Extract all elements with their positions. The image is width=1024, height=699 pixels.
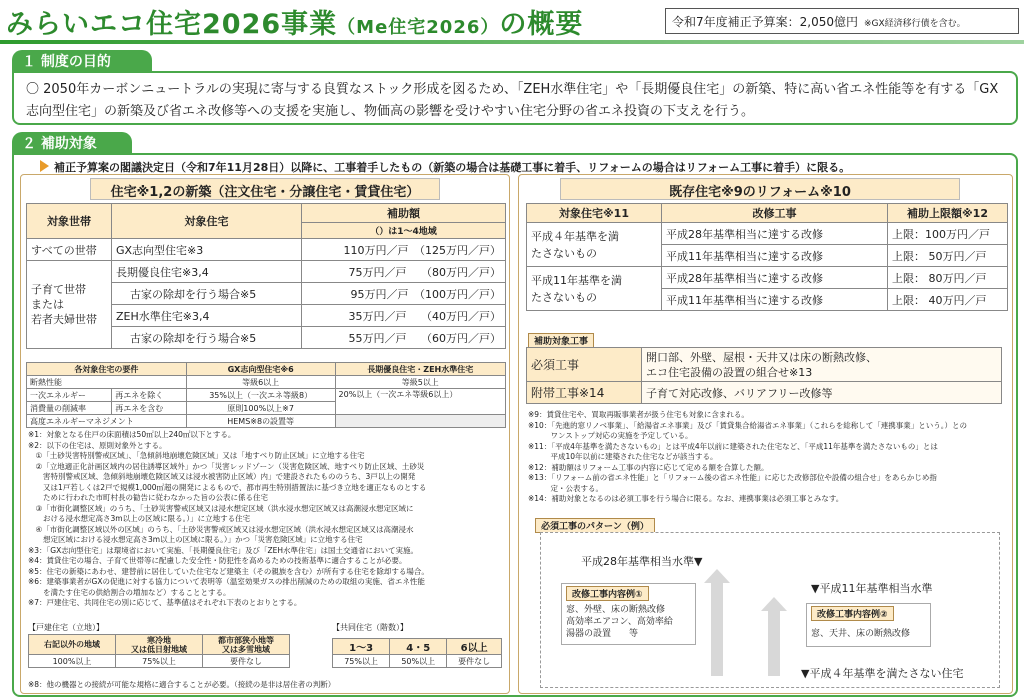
arrow-up-icon xyxy=(711,581,723,676)
reform-work: 平成28年基準相当に達する改修 xyxy=(662,223,888,245)
reform-amount: 上限： 40万円／戸 xyxy=(888,289,1008,311)
h28-label: 平成28年基準相当水準▼ xyxy=(581,555,703,568)
reform-col: 対象住宅※11 xyxy=(527,204,662,223)
amount-zeh-demolish: 55万円／戸 （60万円／戸） xyxy=(302,327,506,349)
col-house: 対象住宅 xyxy=(112,204,302,239)
house-long-demolish: 古家の除却を行う場合※5 xyxy=(112,283,302,305)
new-build-table xyxy=(26,203,506,349)
apt-head: 1～3 xyxy=(333,639,390,655)
pattern-box xyxy=(540,532,1000,688)
work-tag: 補助対象工事 xyxy=(528,333,594,348)
reform-table xyxy=(526,203,1008,311)
page-title: みらいエコ住宅2026事業（Me住宅2026）の概要 xyxy=(6,9,584,40)
pattern-tag: 必須工事のパターン（例） xyxy=(535,518,655,533)
section2-heading: ２ 補助対象 xyxy=(12,132,132,153)
req-sub: 再エネを含む xyxy=(112,402,186,415)
req-cell: HEMS※8の設置等 xyxy=(186,415,335,428)
section1-heading: １ 制度の目的 xyxy=(12,50,152,71)
req-head-1: GX志向型住宅※6 xyxy=(186,363,335,376)
apt-label: 【共同住宅（階数）】 xyxy=(332,623,408,632)
req-sub: 再エネを除く xyxy=(112,389,186,402)
house-gx: GX志向型住宅※3 xyxy=(112,239,302,261)
household-child: 子育て世帯 または 若者夫婦世帯 xyxy=(27,261,112,349)
budget-box: 令和7年度補正予算案：2,050億円 ※GX経済移行債を含む。 xyxy=(665,8,1019,34)
house-head: 右記以外の地域 xyxy=(29,635,116,655)
works-table xyxy=(526,347,1002,404)
req-row: 高度エネルギーマネジメント xyxy=(27,415,187,428)
house-table xyxy=(28,634,290,668)
title-underline xyxy=(0,40,1024,44)
h11-label: ▼平成11年基準相当水準 xyxy=(811,582,933,595)
req-head-2: 長期優良住宅・ZEH水準住宅 xyxy=(335,363,505,376)
house-zeh: ZEH水準住宅※3,4 xyxy=(112,305,302,327)
house-head: 都市部狭小地等 又は多雪地域 xyxy=(203,635,290,655)
reform-amount: 上限： 80万円／戸 xyxy=(888,267,1008,289)
triangle-icon xyxy=(40,160,49,172)
house-zeh-demolish: 古家の除却を行う場合※5 xyxy=(112,327,302,349)
req-row: 消費量の削減率 xyxy=(27,402,112,415)
reform-work: 平成28年基準相当に達する改修 xyxy=(662,267,888,289)
arrow-up-icon xyxy=(768,609,780,676)
reform-work: 平成11年基準相当に達する改修 xyxy=(662,289,888,311)
reform-amount: 上限： 50万円／戸 xyxy=(888,245,1008,267)
apt-cell: 要件なし xyxy=(447,655,502,668)
reform-work: 平成11年基準相当に達する改修 xyxy=(662,245,888,267)
work-key: 附帯工事※14 xyxy=(527,382,642,404)
req-cell: 20%以上（一次エネ等級6以上） xyxy=(335,389,505,415)
house-cell: 要件なし xyxy=(203,655,290,668)
req-cell: 原則100%以上※7 xyxy=(186,402,335,415)
work-value: 子育て対応改修、バリアフリー改修等 xyxy=(642,382,1002,404)
reform-notes: ※9：賃貸住宅や、買取再販事業者が扱う住宅も対象に含まれる。 ※10：「先進的窓リノベ事業」、「給湯省エネ事業」及び「賃貸集合給湯省エネ事業」（これらを総称して「連携事業」という。）との ワンストップ対応の実施を予定している。 ※11：「平成4年基準を満たさないもの」とは平成4年以前に建築された住宅など、「平成11年基準を満たさないもの」とは 平成10年以前に建築された住宅などが該当する。 ※12：補助額はリフォーム工事の内容に応じて定める額を合算した額。 ※13：「リフォーム前の省エネ性能」と「リフォーム後の省エネ性能」に応じた改修部位や設備の組合せ」をあらかじめ指 定・公表する。 ※14：補助対象となるのは必須工事を行う場合に限る。なお、連携事業は必須工事とみなす。 xyxy=(528,410,967,503)
reform-amount: 上限：100万円／戸 xyxy=(888,223,1008,245)
house-label: 【戸建住宅（立地）】 xyxy=(28,623,104,632)
house-head: 寒冷地 又は低日射地域 xyxy=(116,635,203,655)
work-value: 開口部、外壁、屋根・天井又は床の断熱改修、 エコ住宅設備の設置の組合せ※13 xyxy=(642,348,1002,382)
note8: ※8：他の機器との接続が可能な規格に適合することが必要。（接続の是非は居住者の判断） xyxy=(28,680,336,689)
req-row: 一次エネルギー xyxy=(27,389,112,402)
req-row: 断熱性能 xyxy=(27,376,187,389)
h4-label: ▼平成４年基準を満たさない住宅 xyxy=(801,667,964,680)
requirements-table xyxy=(26,362,506,428)
reform-target: 平成11年基準を満 たさないもの xyxy=(527,267,662,311)
amount-long: 75万円／戸 （80万円／戸） xyxy=(302,261,506,283)
amount-gx: 110万円／戸 （125万円／戸） xyxy=(302,239,506,261)
apt-cell: 50%以上 xyxy=(390,655,447,668)
new-build-notes: ※1：対象となる住戸の床面積は50㎡以上240㎡以下とする。 ※2：以下の住宅は、原則対象外とする。 ①「土砂災害特別警戒区域」、「急傾斜地崩壊危険区域」又は「地すべり防止区域」に立地する住宅 ②「立地適正化計画区域内の居住誘導区域外」かつ「災害レッドゾーン（災害危険区域、地すべり防止区域、土砂災 害特別警戒区域、急傾斜地崩壊危険区域又は浸水被害防止区域）内」で建設されたもののうち、3戸以上の開発 又は1戸若しくは2戸で規模1,000㎡超の開発によるもので、都市再生特別措置法に基づき立地を適正なものとする ために行われた市町村長の勧告に従わなかった旨の公表に係る住宅 ③「市街化調整区域」のうち、「土砂災害警戒区域又は浸水想定区域（洪水浸水想定区域又は高潮浸水想定区域に おける浸水想定高さ3m以上の区域に限る。）」に立地する住宅 ④「市街化調整区域以外の区域」のうち、「土砂災害警戒区域又は浸水想定区域（洪水浸水想定区域又は高潮浸水 想定区域における浸水想定高さ3m以上の区域に限る。）」かつ「災害危険区域」に立地する住宅 ※3：「GX志向型住宅」は環境省において実施、「長期優良住宅」及び「ZEH水準住宅」は国土交通省において実施。 ※4：賃貸住宅の場合、子育て世帯等に配慮した安全性・防犯性を高めるための技術基準に適合することが必要。 ※5：住宅の新築にあわせ、建替前に居住していた住宅など建築主（その親族を含む）が所有する住宅を除却する場合。 ※6：建築事業者がGXの促進に対する協力について表明等（温室効果ガスの排出削減のための取組の実施、省エネ性能 を満たす住宅の供給割合の増加など）することとする。 ※7：戸建住宅、共同住宅の別に応じて、基準値はそれぞれ下表のとおりとする。 xyxy=(28,430,429,607)
household-all: すべての世帯 xyxy=(27,239,112,261)
example1: 改修工事内容例① 窓、外壁、床の断熱改修 高効率エアコン、高効率給 湯器の設置 等 xyxy=(561,583,696,645)
req-head-0: 各対象住宅の要件 xyxy=(27,363,187,376)
apt-cell: 75%以上 xyxy=(333,655,390,668)
reform-title: 既存住宅※9のリフォーム※10 xyxy=(560,178,960,200)
section1-body: 〇 2050年カーボンニュートラルの実現に寄与する良質なストック形成を図るため、「ZEH水準住宅」や「長期優良住宅」の新築、特に高い省エネ性能等を有する「GX志向型住宅」の新築及び省エネ改修等への支援を実施し、物価高の影響を受けやすい住宅分野の省エネ投資の下支えを行う。 xyxy=(12,71,1018,125)
amount-long-demolish: 95万円／戸 （100万円／戸） xyxy=(302,283,506,305)
apt-head: 4・5 xyxy=(390,639,447,655)
col-amount-note: （）は1～4地域 xyxy=(302,223,506,239)
work-key: 必須工事 xyxy=(527,348,642,382)
new-build-title: 住宅※1,2の新築（注文住宅・分譲住宅・賃貸住宅） xyxy=(90,178,440,200)
apt-head: 6以上 xyxy=(447,639,502,655)
req-cell: 等級5以上 xyxy=(335,376,505,389)
amount-zeh: 35万円／戸 （40万円／戸） xyxy=(302,305,506,327)
house-cell: 100%以上 xyxy=(29,655,116,668)
col-amount: 補助額 xyxy=(302,204,506,223)
house-long: 長期優良住宅※3,4 xyxy=(112,261,302,283)
col-household: 対象世帯 xyxy=(27,204,112,239)
apt-table xyxy=(332,638,502,668)
reform-col: 改修工事 xyxy=(662,204,888,223)
reform-target: 平成４年基準を満 たさないもの xyxy=(527,223,662,267)
reform-col: 補助上限額※12 xyxy=(888,204,1008,223)
eligibility-notice: 補正予算案の閣議決定日（令和7年11月28日）以降に、工事着手したもの（新築の場合は基礎工事に着手、リフォームの場合はリフォーム工事に着手）に限る。 xyxy=(40,159,850,175)
house-cell: 75%以上 xyxy=(116,655,203,668)
req-cell: 等級6以上 xyxy=(186,376,335,389)
req-cell: 35%以上（一次エネ等級8） xyxy=(186,389,335,402)
example2: 改修工事内容例② 窓、天井、床の断熱改修 xyxy=(806,603,931,647)
